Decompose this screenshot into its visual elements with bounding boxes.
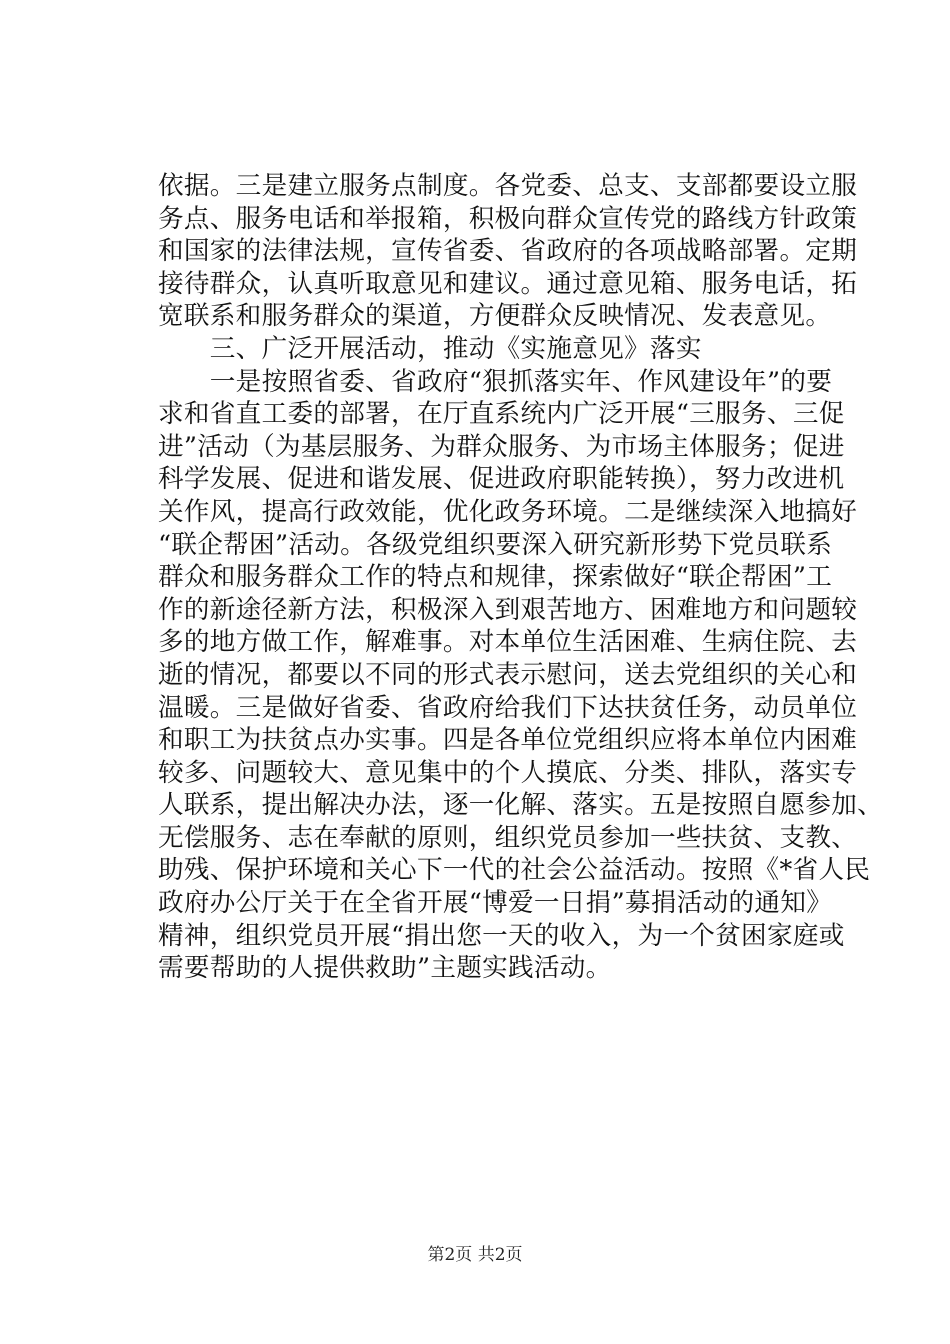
text-line: 逝的情况，都要以不同的形式表示慰问，送去党组织的关心和 <box>158 659 858 690</box>
text-line: “联企帮困”活动。各级党组织要深入研究新形势下党员联系 <box>158 529 833 560</box>
body-text <box>158 170 884 985</box>
section-heading: 三、广泛开展活动，推动《实施意见》落实 <box>158 333 702 364</box>
text-line: 精神，组织党员开展“捐出您一天的收入，为一个贫困家庭或 <box>158 920 845 951</box>
text-line: 科学发展、促进和谐发展、促进政府职能转换），努力改进机 <box>158 464 845 495</box>
text-line: 一是按照省委、省政府“狠抓落实年、作风建设年”的要 <box>158 366 833 397</box>
text-line: 关作风，提高行政效能，优化政务环境。二是继续深入地搞好 <box>158 496 858 527</box>
text-line: 多的地方做工作，解难事。对本单位生活困难、生病住院、去 <box>158 627 858 658</box>
text-line: 作的新途径新方法，积极深入到艰苦地方、困难地方和问题较 <box>158 594 858 625</box>
text-line: 和国家的法律法规，宣传省委、省政府的各项战略部署。定期 <box>158 236 858 267</box>
text-line: 接待群众，认真听取意见和建议。通过意见箱、服务电话，拓 <box>158 268 858 299</box>
text-line: 温暖。三是做好省委、省政府给我们下达扶贫任务，动员单位 <box>158 692 858 723</box>
page-number-footer: 第2页 共2页 <box>427 1245 523 1265</box>
text-line: 较多、问题较大、意见集中的个人摸底、分类、排队，落实专 <box>158 757 858 788</box>
text-line: 和职工为扶贫点办实事。四是各单位党组织应将本单位内困难 <box>158 725 858 756</box>
text-line: 人联系，提出解决办法，逐一化解、落实。五是按照自愿参加、 <box>158 790 884 821</box>
text-line: 无偿服务、志在奉献的原则，组织党员参加一些扶贫、支教、 <box>158 822 858 853</box>
text-line: 宽联系和服务群众的渠道，方便群众反映情况、发表意见。 <box>158 301 832 332</box>
text-line: 求和省直工委的部署，在厅直系统内广泛开展“三服务、三促 <box>158 399 845 430</box>
text-line: 进”活动（为基层服务、为群众服务、为市场主体服务；促进 <box>158 431 845 462</box>
text-line: 群众和服务群众工作的特点和规律，探索做好“联企帮困”工 <box>158 562 833 593</box>
text-line: 依据。三是建立服务点制度。各党委、总支、支部都要设立服 <box>158 171 858 201</box>
text-line: 政府办公厅关于在全省开展“博爱一日捐”募捐活动的通知》 <box>158 888 833 919</box>
text-line: 助残、保护环境和关心下一代的社会公益活动。按照《*省人民 <box>158 855 871 886</box>
text-line: 需要帮助的人提供救助”主题实践活动。 <box>158 953 612 984</box>
text-line: 务点、服务电话和举报箱，积极向群众宣传党的路线方针政策 <box>158 203 858 234</box>
